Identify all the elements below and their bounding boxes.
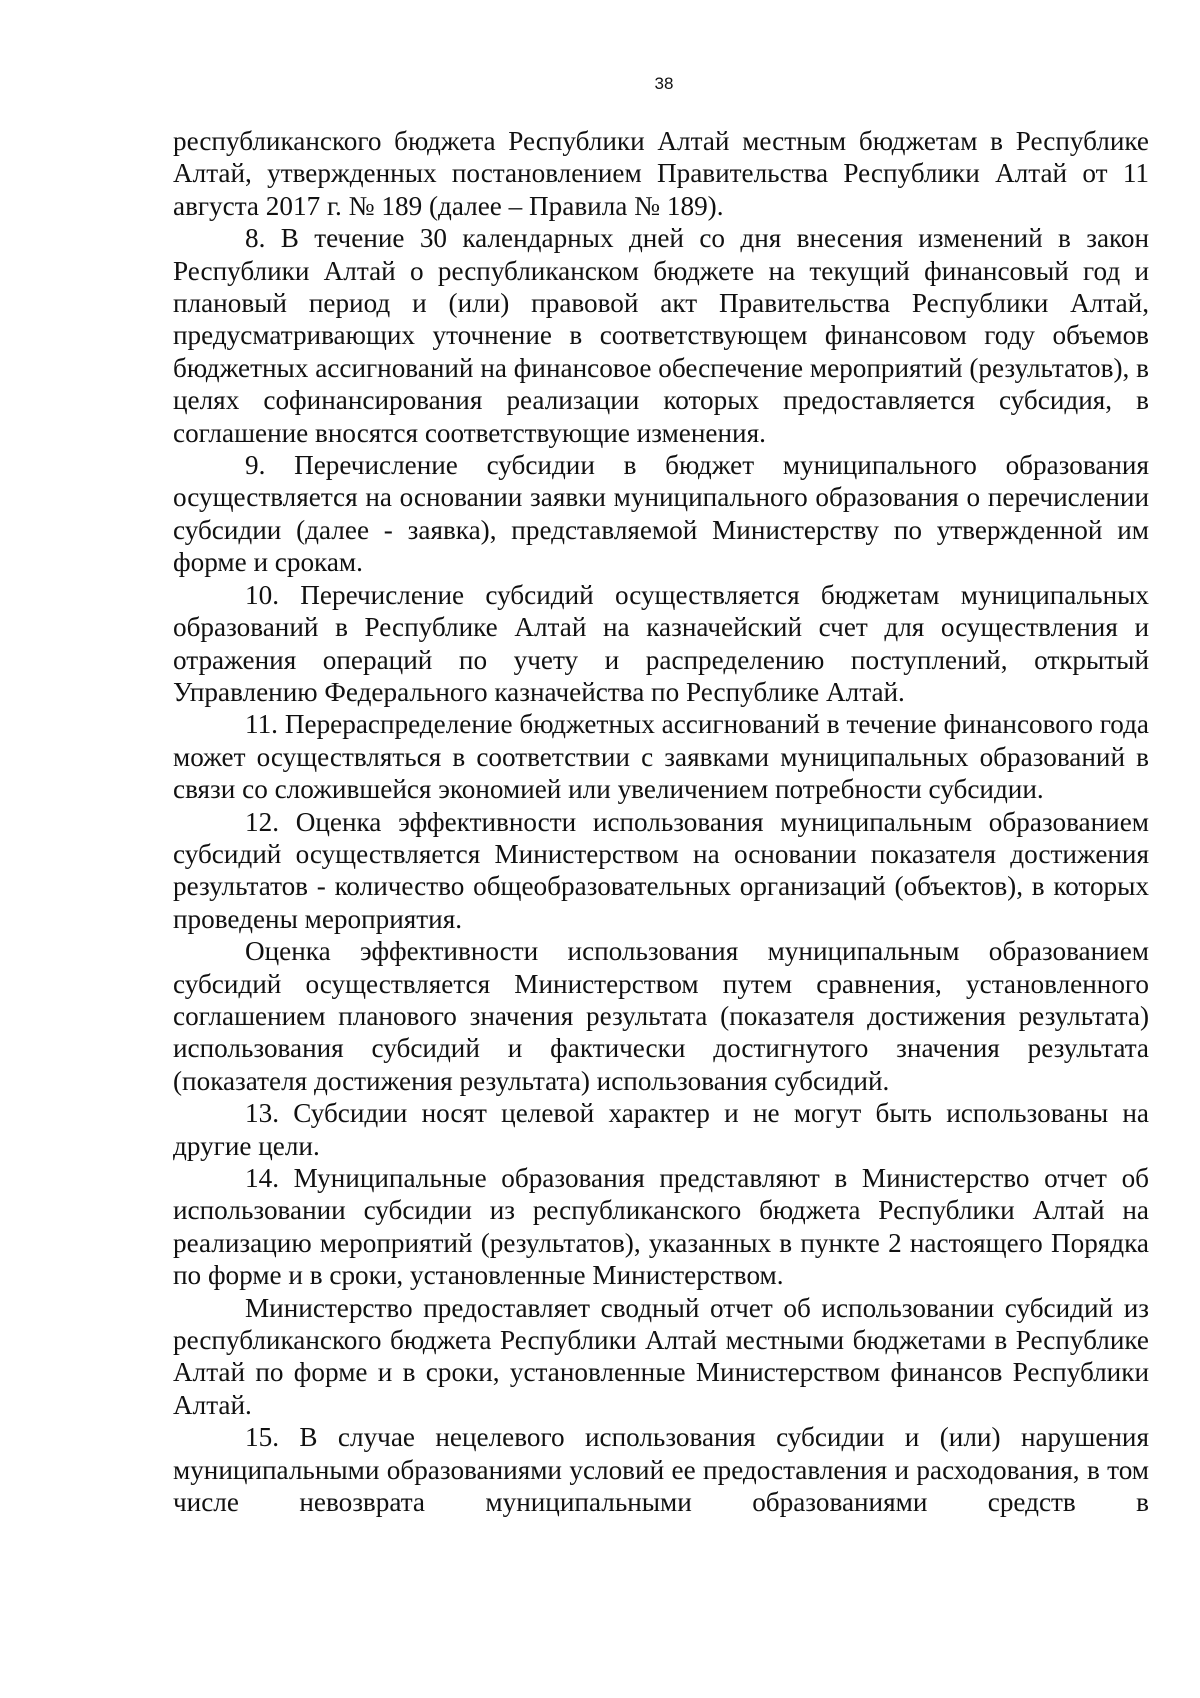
paragraph-item-8: 8. В течение 30 календарных дней со дня внесения изменений в закон Республики Алтай о республиканском бюджете на текущий финансовый год и плановый период и (или) правовой акт Правительства Республики Алтай, предусматривающих уточнение в соответствующем финансовом году объемов бюджетных ассигнований на финансовое обеспечение мероприятий (результатов), в целях софинансирования реализации которых предоставляется субсидия, в соглашение вносятся соответствующие изменения. <box>173 223 1149 448</box>
paragraph-item-14: 14. Муниципальные образования представляют в Министерство отчет об использовании субсидии из республиканского бюджета Республики Алтай на реализацию мероприятий (результатов), указанных в пункте 2 настоящего Порядка по форме и в сроки, установленные Министерством. <box>173 1163 1149 1291</box>
paragraph-item-13: 13. Субсидии носят целевой характер и не могут быть использованы на другие цели. <box>173 1098 1149 1161</box>
paragraph-item-12-evaluation: Оценка эффективности использования муниципальным образованием субсидий осуществляется Министерством путем сравнения, установленного соглашением планового значения результата (показателя достижения результата) использования субсидий и фактически достигнутого значения результата (показателя достижения результата) использования субсидий. <box>173 936 1149 1096</box>
paragraph-item-12: 12. Оценка эффективности использования муниципальным образованием субсидий осуществляется Министерством на основании показателя достижения результатов - количество общеобразовательных организаций (объектов), в которых проведены мероприятия. <box>173 806 1149 934</box>
paragraph-item-9: 9. Перечисление субсидии в бюджет муниципального образования осуществляется на основании заявки муниципального образования о перечислении субсидии (далее - заявка), представляемой Министерству по утвержденной им форме и срокам. <box>173 450 1149 578</box>
paragraph-continuation: республиканского бюджета Республики Алтай местным бюджетам в Республике Алтай, утвержденных постановлением Правительства Республики Алтай от 11 августа 2017 г. № 189 (далее – Правила № 189). <box>173 126 1149 221</box>
page-number: 38 <box>654 74 674 93</box>
paragraph-item-10: 10. Перечисление субсидий осуществляется бюджетам муниципальных образований в Республике Алтай на казначейский счет для осуществления и отражения операций по учету и распределению поступлений, открытый Управлению Федерального казначейства по Республике Алтай. <box>173 579 1149 707</box>
paragraph-item-11: 11. Перераспределение бюджетных ассигнований в течение финансового года может осуществляться в соответствии с заявками муниципальных образований в связи со сложившейся экономией или увеличением потребности субсидии. <box>173 709 1149 805</box>
paragraph-item-14-ministry-report: Министерство предоставляет сводный отчет об использовании субсидий из республиканского бюджета Республики Алтай местными бюджетами в Республике Алтай по форме и в сроки, установленные Министерством финансов Республики Алтай. <box>173 1292 1149 1420</box>
document-body <box>173 125 1149 1518</box>
paragraph-item-15: 15. В случае нецелевого использования субсидии и (или) нарушения муниципальными образованиями условий ее предоставления и расходования, в том числе невозврата муниципальными образованиями средств в <box>173 1422 1149 1518</box>
